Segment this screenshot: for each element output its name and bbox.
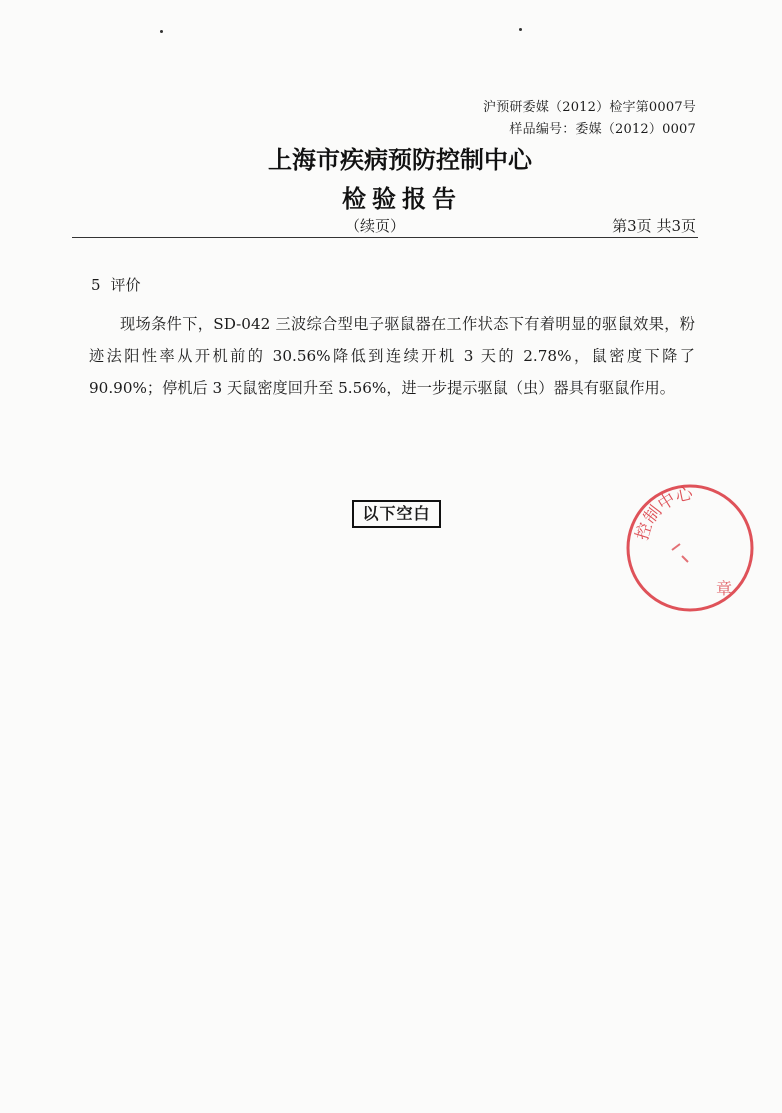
continuation-label: （续页） — [345, 217, 406, 235]
official-seal-stamp — [620, 478, 760, 618]
scan-speck — [519, 28, 522, 31]
section-title: 评价 — [110, 276, 141, 294]
svg-text:控制中心 — [632, 483, 695, 542]
report-reference-number: 沪预研委媒（2012）检字第0007号 — [483, 100, 696, 115]
document-title: 检验报告 — [342, 185, 462, 213]
sample-number: 样品编号：委媒（2012）0007 — [509, 122, 696, 137]
scan-speck — [160, 30, 163, 33]
evaluation-paragraph: 现场条件下，SD-042 三波综合型电子驱鼠器在工作状态下有着明显的驱鼠效果，粉迹法阳性率从开机前的 30.56%降低到连续开机 3 天的 2.78%，鼠密度下降了 90.90%；停机后 3 天鼠密度回升至 5.56%，进一步提示驱鼠（虫）器具有驱鼠作用。 — [89, 315, 695, 397]
organization-title: 上海市疾病预防控制中心 — [268, 146, 532, 174]
seal-text: 控制中心 — [632, 483, 695, 543]
page-number: 第3页 共3页 — [612, 217, 696, 235]
seal-word: 章 — [716, 579, 733, 598]
blank-below-notice: 以下空白 — [352, 500, 441, 528]
section-number: 5 — [91, 276, 101, 294]
header-divider — [72, 237, 698, 238]
section-heading — [91, 274, 141, 295]
